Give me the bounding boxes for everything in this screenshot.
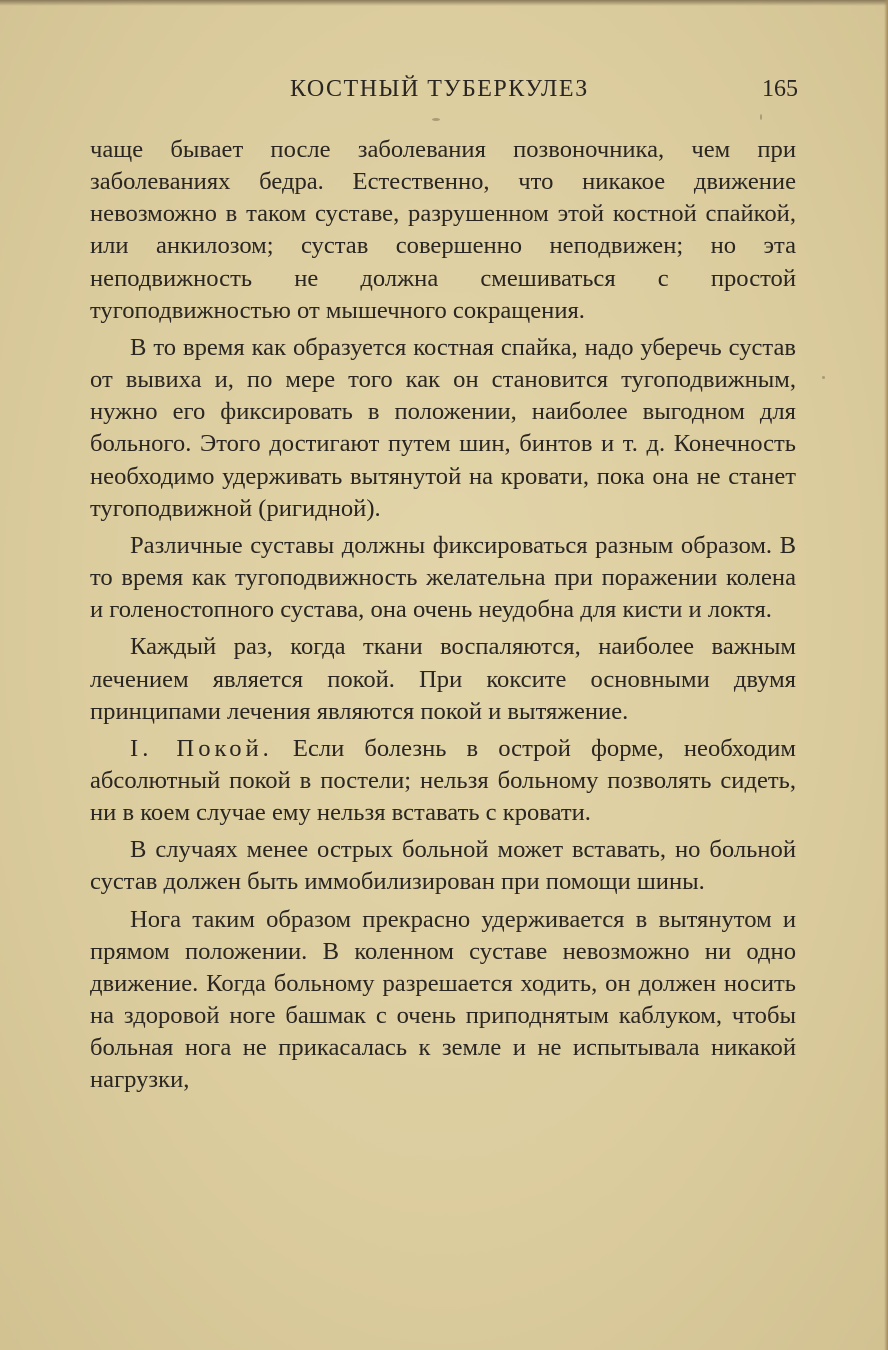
paper-speck <box>432 118 440 121</box>
paragraph-5-text: Если болезнь в острой форме, необходим абсолютный покой в постели; нельзя больному позволять сидеть, ни в коем случае ему нельзя вставать с кровати. <box>90 734 796 827</box>
page-edge-right <box>884 0 888 1350</box>
paragraph-3: Различные суставы должны фиксироваться разным образом. В то время как тугоподвижность желательна при поражении колена и голеностопного сустава, она очень неудобна для кисти и локтя. <box>90 531 796 624</box>
paper-speck <box>760 114 762 120</box>
paragraph-1: чаще бывает после заболевания позвоночника, чем при заболеваниях бедра. Естественно, что никакое движение невозможно в таком суставе, разрушенном этой костной спайкой, или анкилозом; сустав совершенно неподвижен; но эта неподвижность не должна смешиваться с простой тугоподвижностью от мышечного сокращения. <box>90 136 796 324</box>
paragraph-2: В то время как образуется костная спайка, надо уберечь сустав от вывиха и, по мере того как он становится тугоподвижным, нужно его фиксировать в положении, наиболее выгодном для больного. Этого достигают путем шин, бинтов и т. д. Конечность необходимо удерживать вытянутой на кровати, пока она не станет тугоподвижной (ригидной). <box>90 333 796 522</box>
paragraph-4: Каждый раз, когда ткани воспаляются, наиболее важным лечением является покой. При коксите основными двумя принципами лечения являются покой и вытяжение. <box>90 633 796 725</box>
paragraph-7: Нога таким образом прекрасно удерживается в вытянутом и прямом положении. В коленном суставе невозможно ни одно движение. Когда больному разрешается ходить, он должен носить на здоровой ноге башмак с очень приподнятым каблуком, чтобы больная нога не прикасалась к земле и не испытывала никакой нагрузки, <box>90 905 796 1094</box>
body-text <box>90 134 796 1097</box>
paper-speck <box>822 376 825 379</box>
running-head-title: КОСТНЫЙ ТУБЕРКУЛЕЗ <box>290 76 589 102</box>
page-edge-top <box>0 0 888 6</box>
paragraph-6: В случаях менее острых больной может вставать, но больной сустав должен быть иммобилизирован при помощи шины. <box>90 836 796 896</box>
section-label-rest: I. Покой. <box>130 734 273 762</box>
running-head <box>0 76 888 110</box>
paragraph-5 <box>90 733 796 829</box>
page-number: 165 <box>762 76 798 102</box>
